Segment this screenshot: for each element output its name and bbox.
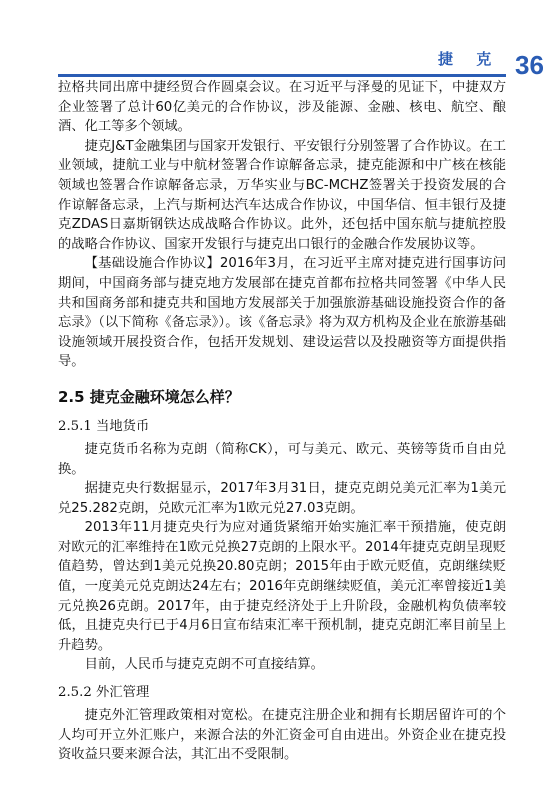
paragraph-exchange-rate: 据捷克央行数据显示，2017年3月31日，捷克克朗兑美元汇率为1美元兑25.282克朗，兑欧元汇率为1欧元兑27.03克朗。 (58, 481, 506, 516)
page-number: 36 (515, 50, 544, 80)
subsection-heading-currency: 2.5.1 当地货币 (58, 418, 150, 434)
paragraph-infrastructure: 【基础设施合作协议】2016年3月，在习近平主席对捷克进行国事访问期间，中国商务部与捷克地方发展部在捷克首都布拉格共同签署《中华人民共和国商务部和捷克共和国地方发展部关于加强旅游基础设施投资合作的备忘录》（以下简称《备忘录》）。该《备忘录》将为双方机构及企业在旅游基础设施领域开展投资合作，包括开发规划、建设运营以及投融资等方面提供指导。 (58, 256, 506, 370)
paragraph-forex-policy: 捷克外汇管理政策相对宽松。在捷克注册企业和拥有长期居留许可的个人均可开立外汇账户，来源合法的外汇资金可自由进出。外资企业在捷克投资收益只要来源合法，其汇出不受限制。 (58, 708, 506, 763)
running-header-label: 捷 克 (438, 50, 501, 68)
header-rule (58, 74, 506, 77)
paragraph-continuation: 拉格共同出席中捷经贸合作圆桌会议。在习近平与泽曼的见证下，中捷双方企业签署了总计60亿美元的合作协议，涉及能源、金融、核电、航空、酿酒、化工等多个领域。 (58, 80, 506, 135)
paragraph-jt-financial: 捷克J&T金融集团与国家开发银行、平安银行分别签署了合作协议。在工业领域，捷航工业与中航材签署合作谅解备忘录，捷克能源和中广核在核能领域也签署合作谅解备忘录，万华实业与BC-MCHZ签署关于投资发展的合作谅解备忘录，上汽与斯柯达汽车达成合作协议，中国华信、恒丰银行及捷克ZDAS日嘉斯钢铁达成战略合作协议。此外，还包括中国东航与捷航控股的战略合作协议、国家开发银行与捷克出口银行的金融合作发展协议等。 (58, 138, 506, 252)
section-heading: 2.5 捷克金融环境怎么样？ (58, 387, 240, 406)
subsection-heading-forex: 2.5.2 外汇管理 (58, 685, 150, 701)
paragraph-currency-name: 捷克货币名称为克朗（简称CK），可与美元、欧元、英镑等货币自由兑换。 (58, 441, 506, 477)
paragraph-intervention: 2013年11月捷克央行为应对通货紧缩开始实施汇率干预措施，使克朗对欧元的汇率维持在1欧元兑换27克朗的上限水平。2014年捷克克朗呈现贬值趋势，曾达到1美元兑换20.80克朗；2015年由于欧元贬值，克朗继续贬值，一度美元兑克朗达24左右；2016年克朗继续贬值，美元汇率曾接近1美元兑换26克朗。2017年，由于捷克经济处于上升阶段，金融机构负债率较低，且捷克央行已于4月6日宣布结束汇率干预机制，捷克克朗汇率目前呈上升趋势。 (58, 520, 506, 653)
paragraph-rmb-settlement: 目前，人民币与捷克克朗不可直接结算。 (84, 657, 324, 673)
page-body (58, 78, 506, 765)
